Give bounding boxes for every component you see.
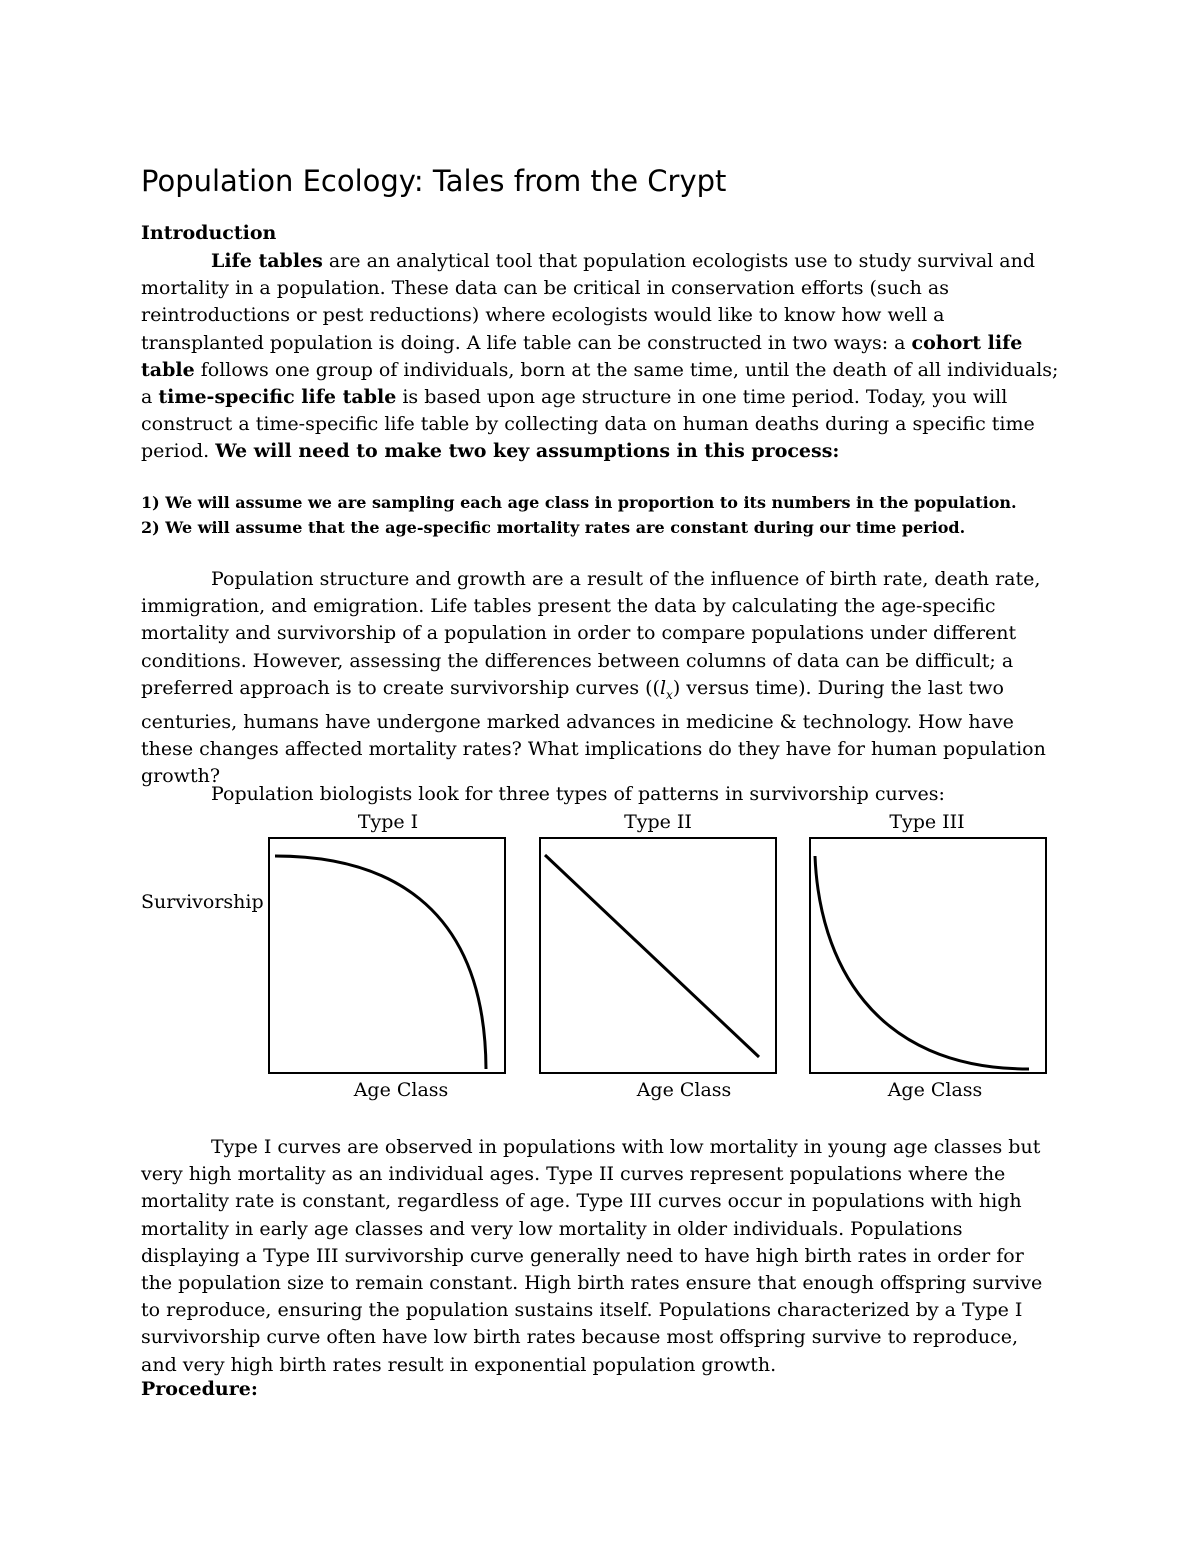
- type-3-graph: [809, 837, 1047, 1074]
- curve-types-paragraph: [141, 1134, 1059, 1379]
- curve-types-text: Type I curves are observed in populations with low mortality in young age classes but very high mortality as an individual ages. Type II curves represent populations where the mortality rate is constant, regardless of age. Type III curves occur in populations with high mortality in early age classes and very low mortality in older individuals. Populations displaying a Type III survivorship curve generally need to have high birth rates in order for the population size to remain constant. High birth rates ensure that enough offspring survive to reproduce, ensuring the population sustains itself. Populations characterized by a Type I survivorship curve often have low birth rates because most offspring survive to reproduce, and very high birth rates result in exponential population growth.: [141, 1136, 1043, 1376]
- term-time-specific-life-table: time-specific life table: [158, 386, 397, 409]
- procedure-heading: Procedure:: [141, 1378, 258, 1400]
- y-axis-label: Survivorship: [141, 891, 264, 913]
- type-1-curve-svg: [270, 839, 504, 1072]
- intro-paragraph-1: [141, 248, 1059, 466]
- assumption-1: 1) We will assume we are sampling each age class in proportion to its numbers in the population.: [141, 493, 1017, 512]
- document-title: Population Ecology: Tales from the Crypt: [141, 164, 727, 198]
- intro-paragraph-2: [141, 566, 1059, 790]
- type-2-curve-svg: [541, 839, 775, 1072]
- intro-p2-text-1: Population structure and growth are a result of the influence of birth rate, death rate, immigration, and emigration. Life tables present the data by calculating the age-specific mortality and survivorship of a population in order to compare populations under different conditions. However, assessing the differences between columns of data can be difficult; a preferred approach is to create survivorship curves ((: [141, 568, 1041, 699]
- term-life-tables: Life tables: [211, 250, 323, 272]
- intro-text-1: are an analytical tool that population ecologists use to study survival and mortality in a population. These data can be critical in conservation efforts (such as reintroductions or pest reductions) where ecologists would like to know how well a transplanted population is doing. A life table can be constructed in two ways: a: [141, 250, 1036, 354]
- type-3-curve-svg: [811, 839, 1045, 1072]
- type-2-graph: [539, 837, 777, 1074]
- type-3-x-label: Age Class: [887, 1079, 983, 1101]
- intro-p2-text-2: ) versus time). During the last two centuries, humans have undergone marked advances in medicine & technology. How have these changes affected mortality rates? What implications do they have for human population growth?: [141, 676, 1046, 788]
- type-2-x-label: Age Class: [636, 1079, 732, 1101]
- type-3-curve: [815, 856, 1029, 1069]
- assumptions-lead: We will need to make two key assumptions in this process:: [215, 440, 840, 463]
- assumption-2: 2) We will assume that the age-specific mortality rates are constant during our time period.: [141, 518, 966, 537]
- type-1-x-label: Age Class: [353, 1079, 449, 1101]
- lx-symbol: $l_x$: [659, 676, 673, 702]
- type-1-label: Type I: [357, 811, 419, 833]
- type-1-curve: [275, 856, 486, 1069]
- intro-text-2: follows one group of individuals, born at the same time, until the death of all individuals; a: [141, 358, 1059, 409]
- type-3-label: Type III: [889, 811, 965, 833]
- intro-text-3: is based upon age structure in one time period. Today, you will construct a time-specific life table by collecting data on human deaths during a specific time period.: [141, 386, 1035, 463]
- curves-intro: Population biologists look for three types of patterns in survivorship curves:: [211, 783, 945, 805]
- term-cohort-life-table: cohort life table: [141, 331, 1023, 381]
- type-2-curve: [545, 855, 759, 1057]
- introduction-heading: Introduction: [141, 222, 277, 244]
- type-2-label: Type II: [624, 811, 692, 833]
- type-1-graph: [268, 837, 506, 1074]
